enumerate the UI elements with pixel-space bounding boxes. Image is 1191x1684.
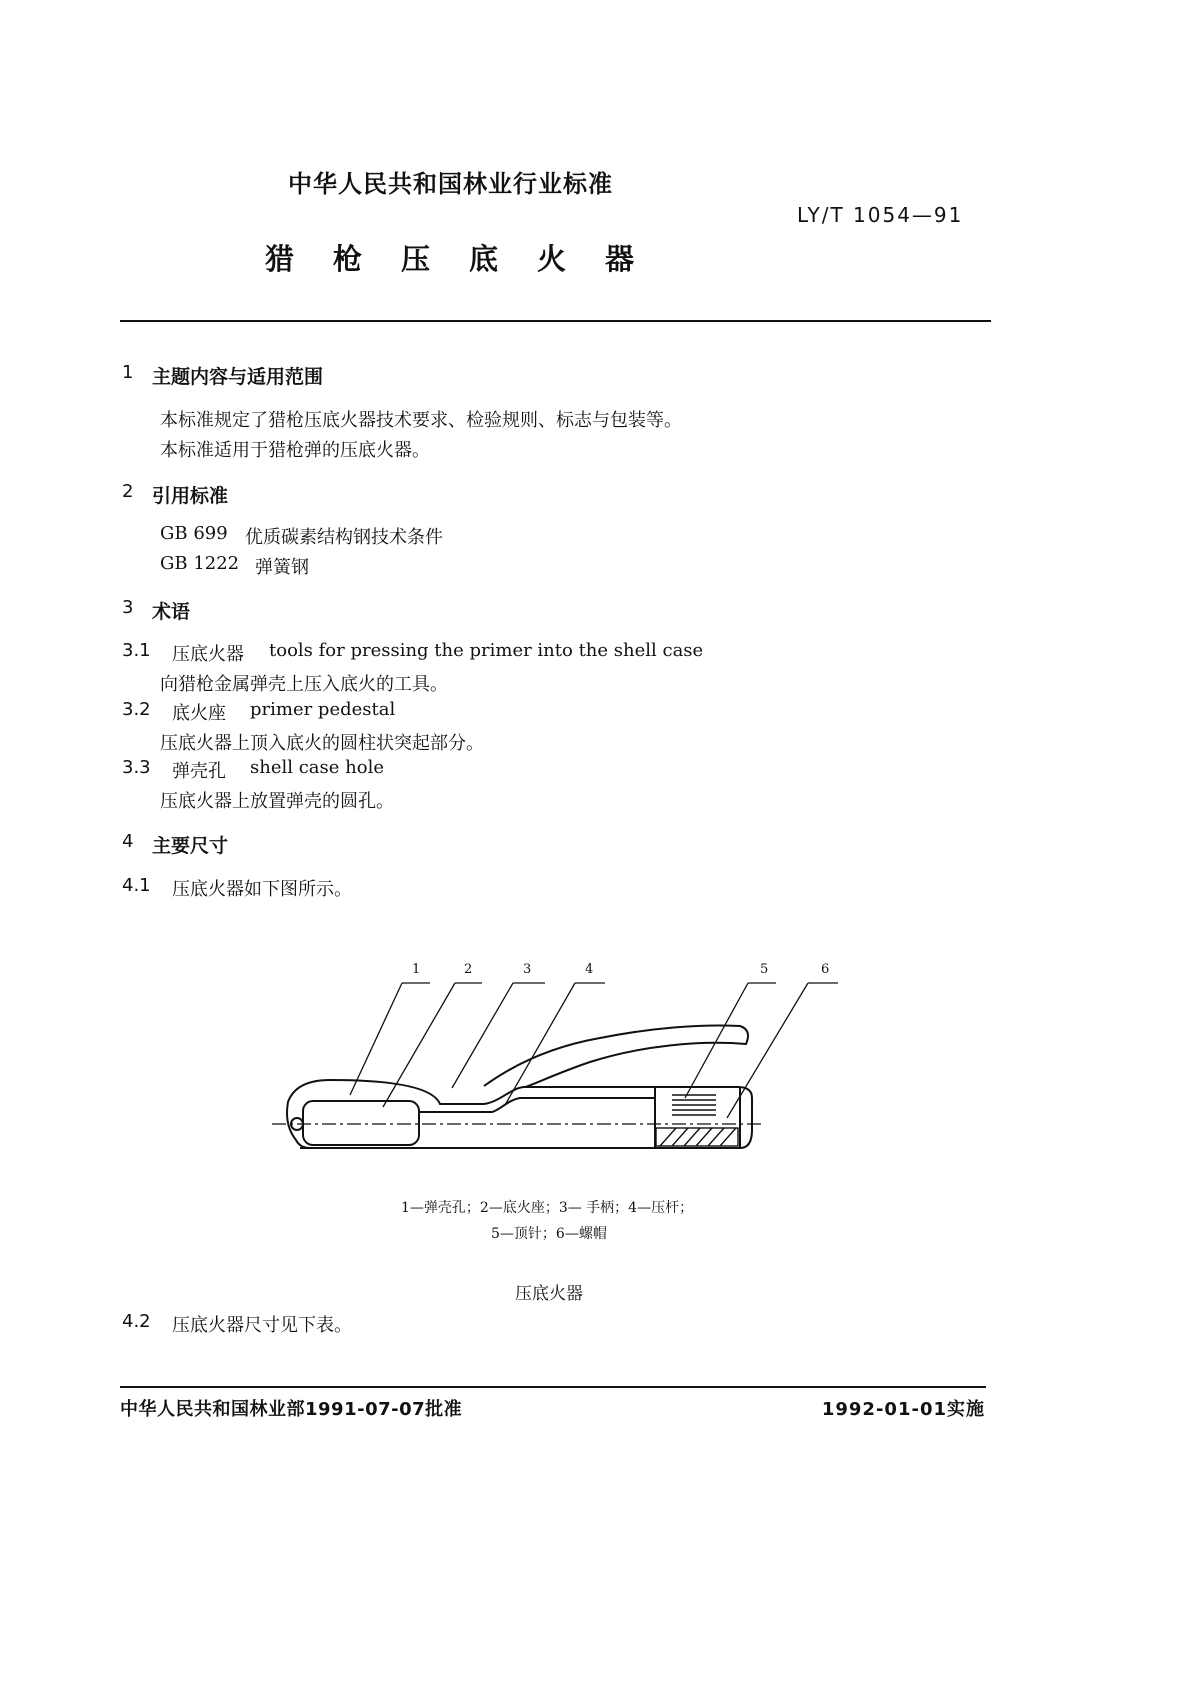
term-chinese: 底火座 <box>172 703 226 724</box>
footer-divider <box>120 1386 986 1388</box>
term-chinese: 压底火器 <box>172 644 244 665</box>
standard-code: LY/T 1054—91 <box>797 203 964 227</box>
header-divider <box>120 320 991 322</box>
reference-code: GB 1222 <box>160 553 240 574</box>
term-definition: 压底火器上放置弹壳的圆孔。 <box>160 791 394 812</box>
figure-legend-line-2: 5—顶针；6—螺帽 <box>491 1226 607 1242</box>
term-definition: 向猎枪金属弹壳上压入底火的工具。 <box>160 674 448 695</box>
section-2-title: 引用标准 <box>152 485 229 507</box>
section-4-number: 4 <box>122 831 134 852</box>
approval-statement: 中华人民共和国林业部1991-07-07批准 <box>120 1399 463 1420</box>
term-number: 3.2 <box>122 699 151 720</box>
title-char: 枪 <box>333 242 363 276</box>
figure-caption: 压底火器 <box>515 1284 583 1304</box>
callout-label: 6 <box>821 962 830 977</box>
term-chinese: 弹壳孔 <box>172 761 226 782</box>
section-3-number: 3 <box>122 597 134 618</box>
term-english: shell case hole <box>250 757 384 778</box>
title-char: 火 <box>537 242 567 276</box>
title-char: 压 <box>401 242 431 276</box>
section-4-title: 主要尺寸 <box>152 835 229 857</box>
section-1-title: 主题内容与适用范围 <box>152 366 324 388</box>
title-char: 猎 <box>265 242 295 276</box>
item-4-1-number: 4.1 <box>122 875 151 896</box>
section-2-number: 2 <box>122 481 134 502</box>
section-1-line-1: 本标准规定了猎枪压底火器技术要求、检验规则、标志与包装等。 <box>160 410 682 431</box>
term-number: 3.1 <box>122 640 151 661</box>
reference-name: 优质碳素结构钢技术条件 <box>245 527 443 548</box>
item-4-1-text: 压底火器如下图所示。 <box>172 879 352 900</box>
section-1-number: 1 <box>122 362 134 383</box>
org-title: 中华人民共和国林业行业标准 <box>288 170 613 198</box>
term-definition: 压底火器上顶入底火的圆柱状突起部分。 <box>160 733 484 754</box>
document-title <box>265 237 673 278</box>
reference-name: 弹簧钢 <box>255 557 309 578</box>
section-3-title: 术语 <box>152 601 191 623</box>
item-4-2-text: 压底火器尺寸见下表。 <box>172 1315 352 1336</box>
primer-press-diagram <box>260 955 860 1170</box>
callout-label: 5 <box>760 962 769 977</box>
callout-label: 2 <box>464 962 473 977</box>
term-english: primer pedestal <box>250 699 396 720</box>
term-number: 3.3 <box>122 757 151 778</box>
title-char: 器 <box>605 242 635 276</box>
callout-label: 3 <box>523 962 532 977</box>
callout-label: 4 <box>585 962 594 977</box>
figure-legend-line-1: 1—弹壳孔；2—底火座；3— 手柄；4—压杆； <box>401 1200 694 1216</box>
title-char: 底 <box>469 242 499 276</box>
effective-date: 1992-01-01实施 <box>821 1399 985 1420</box>
term-english: tools for pressing the primer into the shell case <box>269 640 704 661</box>
section-1-line-2: 本标准适用于猎枪弹的压底火器。 <box>160 440 430 461</box>
reference-code: GB 699 <box>160 523 228 544</box>
callout-label: 1 <box>412 962 421 977</box>
item-4-2-number: 4.2 <box>122 1311 151 1332</box>
